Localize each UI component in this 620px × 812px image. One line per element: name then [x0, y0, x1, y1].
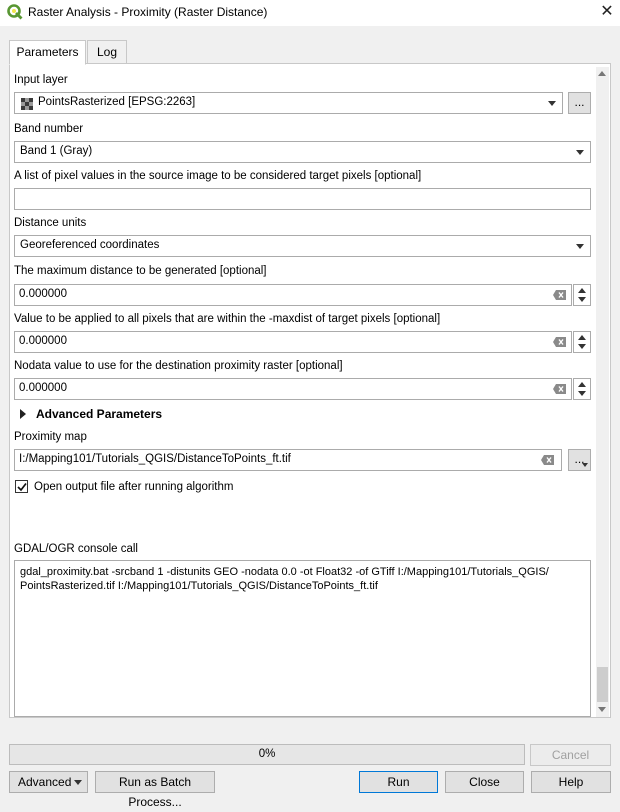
advanced-parameters-toggle[interactable] — [14, 406, 214, 422]
max-distance-spinner[interactable] — [573, 284, 591, 306]
help-button[interactable]: Help — [531, 771, 611, 793]
console-line-1: gdal_proximity.bat -srcband 1 -distunits GEO -nodata 0.0 -ot Float32 -of GTiff I:/Mapping101/Tutorials_QGIS/ — [20, 566, 549, 578]
close-window-button[interactable]: ✕ — [600, 3, 614, 20]
nodata-value-value: 0.000000 — [19, 382, 67, 394]
max-distance-label: The maximum distance to be generated [optional] — [14, 265, 267, 277]
replace-value-label: Value to be applied to all pixels that are within the -maxdist of target pixels [optional] — [14, 313, 441, 325]
progress-bar — [9, 744, 525, 765]
dropdown-arrow-icon — [582, 463, 588, 467]
proximity-map-input[interactable] — [14, 449, 562, 471]
run-button[interactable]: Run — [359, 771, 438, 793]
scrollbar-thumb[interactable] — [597, 667, 608, 702]
max-distance-input[interactable] — [14, 284, 572, 306]
spin-down-icon[interactable] — [578, 344, 586, 349]
chevron-down-icon — [576, 244, 584, 249]
qgis-logo-icon — [7, 4, 23, 20]
progress-text: 0% — [258, 748, 276, 760]
scroll-up-icon[interactable] — [598, 71, 606, 76]
clear-icon[interactable] — [553, 337, 566, 347]
spin-up-icon[interactable] — [578, 335, 586, 340]
clear-icon[interactable] — [553, 290, 566, 300]
replace-value-value: 0.000000 — [19, 335, 67, 347]
input-layer-browse-button[interactable]: ... — [568, 92, 591, 114]
distance-units-combo[interactable] — [14, 235, 591, 257]
close-button[interactable]: Close — [445, 771, 524, 793]
scroll-down-icon[interactable] — [598, 707, 606, 712]
tab-log[interactable]: Log — [87, 40, 127, 64]
title-bar — [0, 0, 620, 26]
nodata-value-input[interactable] — [14, 378, 572, 400]
expand-arrow-icon — [20, 409, 26, 419]
proximity-map-label: Proximity map — [14, 431, 87, 443]
checkmark-icon — [17, 482, 27, 492]
console-line-2: PointsRasterized.tif I:/Mapping101/Tutorials_QGIS/DistanceToPoints_ft.tif — [20, 580, 378, 592]
chevron-down-icon — [74, 780, 82, 785]
pixel-values-label: A list of pixel values in the source image to be considered target pixels [optional] — [14, 170, 422, 182]
nodata-value-spinner[interactable] — [573, 378, 591, 400]
window-title: Raster Analysis - Proximity (Raster Distance) — [28, 5, 268, 19]
cancel-button[interactable]: Cancel — [530, 744, 611, 766]
band-number-label: Band number — [14, 123, 84, 135]
spin-down-icon[interactable] — [578, 391, 586, 396]
panel-scrollbar[interactable] — [596, 67, 609, 717]
chevron-down-icon — [576, 150, 584, 155]
replace-value-spinner[interactable] — [573, 331, 591, 353]
spin-down-icon[interactable] — [578, 297, 586, 302]
proximity-map-value: I:/Mapping101/Tutorials_QGIS/DistanceToPoints_ft.tif — [19, 453, 291, 465]
input-layer-combo[interactable] — [14, 92, 563, 114]
spin-up-icon[interactable] — [578, 382, 586, 387]
open-output-checkbox[interactable] — [15, 480, 28, 493]
replace-value-input[interactable] — [14, 331, 572, 353]
advanced-button-label: Advanced — [18, 775, 72, 789]
tab-parameters[interactable]: Parameters — [9, 40, 86, 65]
raster-layer-icon — [21, 98, 33, 110]
run-batch-button[interactable]: Run as Batch Process... — [95, 771, 215, 793]
clear-icon[interactable] — [541, 455, 554, 465]
input-layer-label: Input layer — [14, 74, 68, 86]
spin-up-icon[interactable] — [578, 288, 586, 293]
input-layer-value: PointsRasterized [EPSG:2263] — [38, 96, 196, 108]
chevron-down-icon — [548, 101, 556, 106]
browse-label: ... — [574, 452, 585, 466]
band-number-combo[interactable] — [14, 141, 591, 163]
nodata-value-label: Nodata value to use for the destination proximity raster [optional] — [14, 360, 343, 372]
distance-units-value: Georeferenced coordinates — [20, 239, 160, 251]
clear-icon[interactable] — [553, 384, 566, 394]
proximity-map-browse-button[interactable] — [568, 449, 591, 471]
advanced-button[interactable] — [9, 771, 88, 793]
console-call-textbox[interactable] — [14, 560, 591, 717]
distance-units-label: Distance units — [14, 217, 87, 229]
pixel-values-input[interactable] — [14, 188, 591, 210]
band-number-value: Band 1 (Gray) — [20, 145, 93, 157]
advanced-parameters-label: Advanced Parameters — [36, 407, 163, 421]
open-output-label: Open output file after running algorithm — [34, 481, 234, 493]
max-distance-value: 0.000000 — [19, 288, 67, 300]
console-label: GDAL/OGR console call — [14, 543, 138, 555]
